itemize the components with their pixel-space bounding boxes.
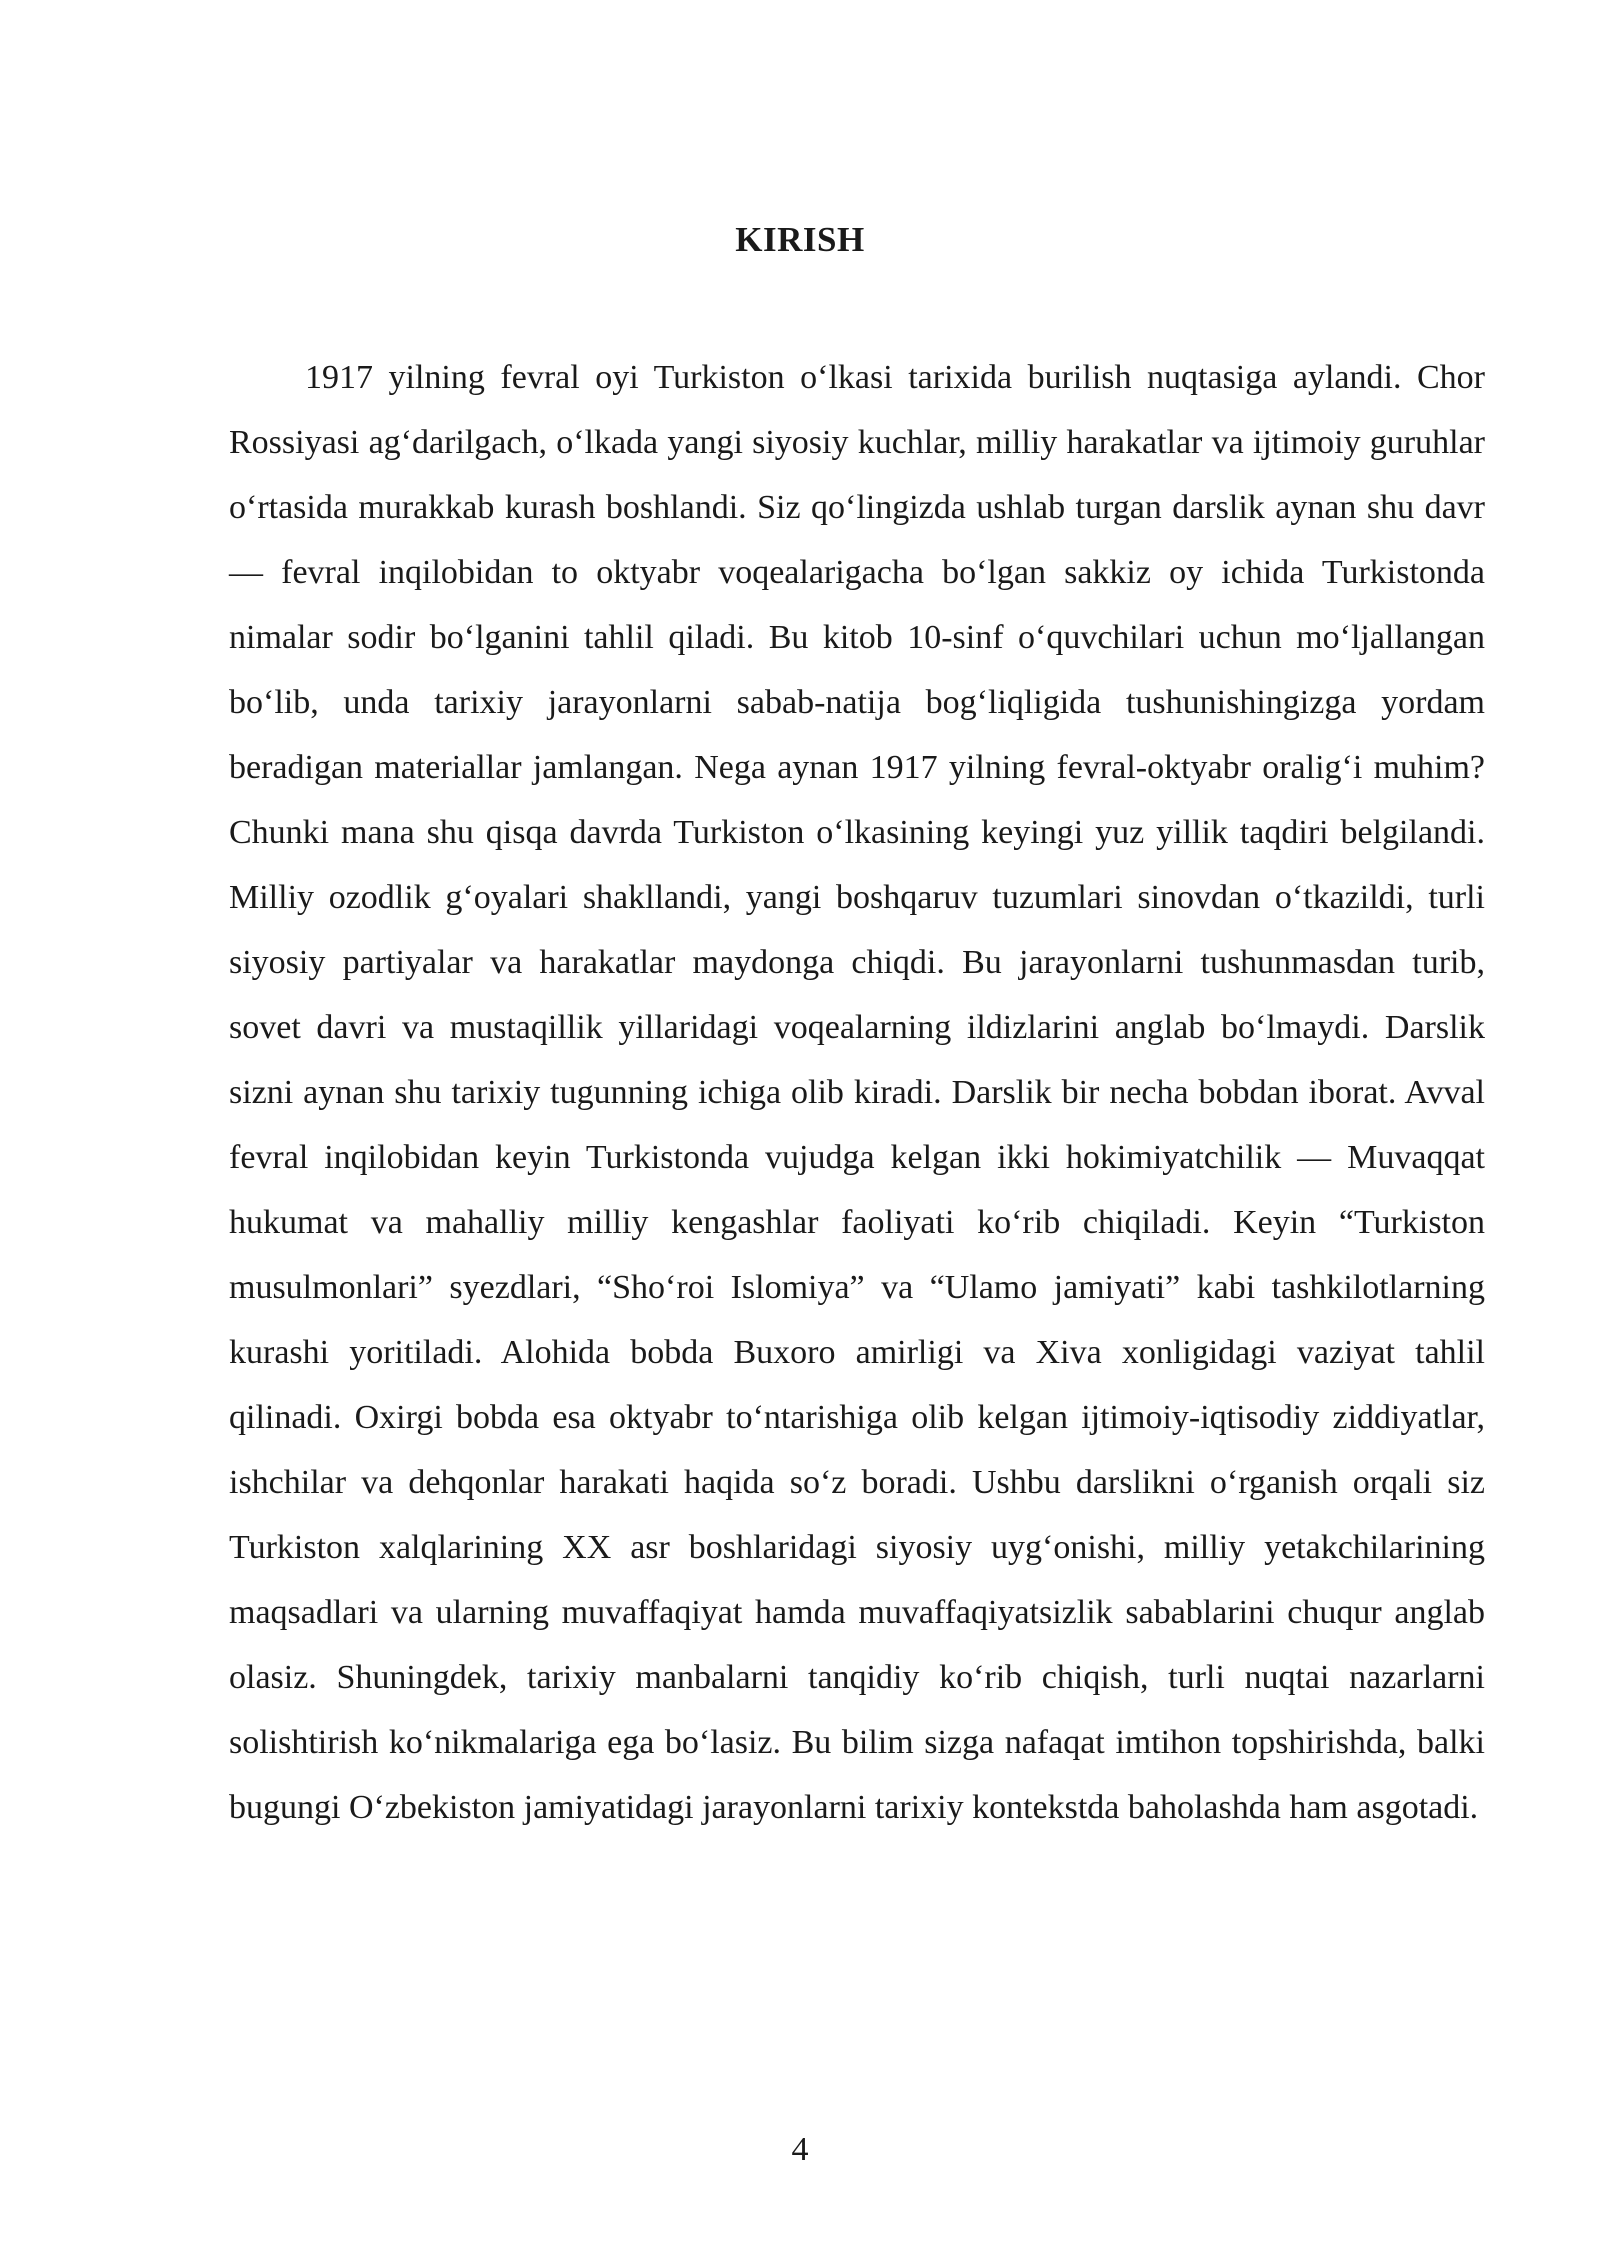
page-number: 4 [791, 2131, 809, 2168]
section-heading: KIRISH [735, 220, 865, 259]
body-paragraph: 1917 yilning fevral oyi Turkiston o‘lkasi tarixida burilish nuqtasiga aylandi. Chor Rossiyasi ag‘darilgach, o‘lkada yangi siyosiy kuchlar, milliy harakatlar va ijtimoiy guruhlar o‘rtasida murakkab kurash boshlandi. Siz qo‘lingizda ushlab turgan darslik aynan shu davr — fevral inqilobidan to oktyabr voqealarigacha bo‘lgan sakkiz oy ichida Turkistonda nimalar sodir bo‘lganini tahlil qiladi. Bu kitob 10-sinf o‘quvchilari uchun mo‘ljallangan bo‘lib, unda tarixiy jarayonlarni sabab-natija bog‘liqligida tushunishingizga yordam beradigan materiallar jamlangan. Nega aynan 1917 yilning fevral-oktyabr oralig‘i muhim? Chunki mana shu qisqa davrda Turkiston o‘lkasining keyingi yuz yillik taqdiri belgilandi. Milliy ozodlik g‘oyalari shakllandi, yangi boshqaruv tuzumlari sinovdan o‘tkazildi, turli siyosiy partiyalar va harakatlar maydonga chiqdi. Bu jarayonlarni tushunmasdan turib, sovet davri va mustaqillik yillaridagi voqealarning ildizlarini anglab bo‘lmaydi. Darslik sizni aynan shu tarixiy tugunning ichiga olib kiradi. Darslik bir necha bobdan iborat. Avval fevral inqilobidan keyin Turkistonda vujudga kelgan ikki hokimiyatchilik — Muvaqqat hukumat va mahalliy milliy kengashlar faoliyati ko‘rib chiqiladi. Keyin “Turkiston musulmonlari” syezdlari, “Sho‘roi Islomiya” va “Ulamo jamiyati” kabi tashkilotlarning kurashi yoritiladi. Alohida bobda Buxoro amirligi va Xiva xonligidagi vaziyat tahlil qilinadi. Oxirgi bobda esa oktyabr to‘ntarishiga olib kelgan ijtimoiy-iqtisodiy ziddiyatlar, ishchilar va dehqonlar harakati haqida so‘z boradi. Ushbu darslikni o‘rganish orqali siz Turkiston xalqlarining XX asr boshlaridagi siyosiy uyg‘onishi, milliy yetakchilarining maqsadlari va ularning muvaffaqiyat hamda muvaffaqiyatsizlik sabablarini chuqur anglab olasiz. Shuningdek, tarixiy manbalarni tanqidiy ko‘rib chiqish, turli nuqtai nazarlarni solishtirish ko‘nikmalariga ega bo‘lasiz. Bu bilim sizga nafaqat imtihon topshirishda, balki bugungi O‘zbekiston jamiyatidagi jarayonlarni tarixiy kontekstda baholashda ham asgotadi. [229, 359, 1485, 1826]
